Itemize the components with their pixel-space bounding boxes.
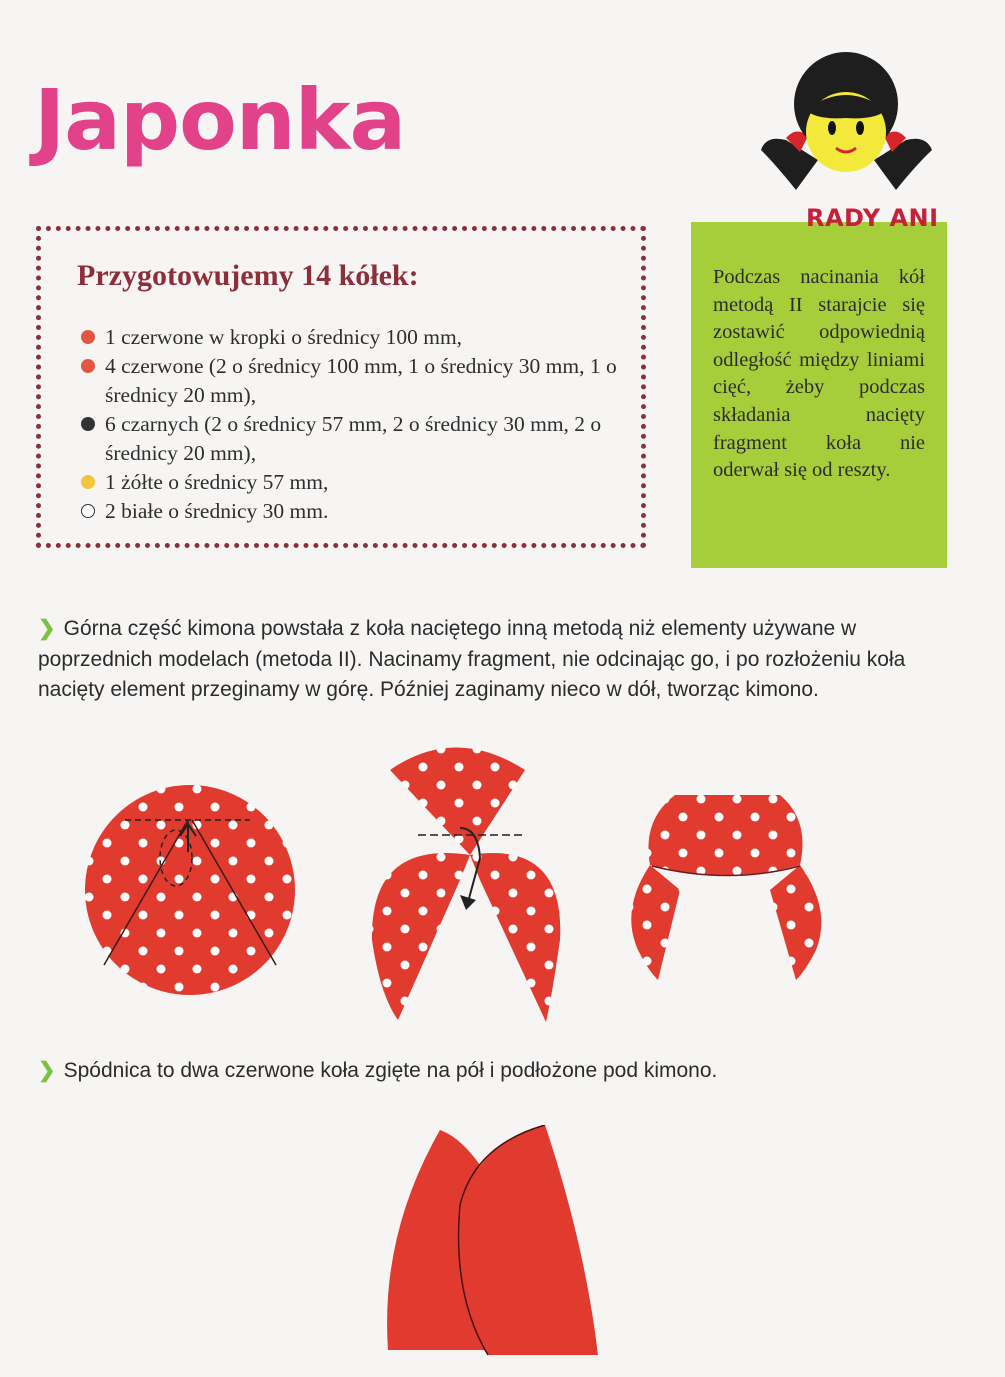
red-dot-icon [81,330,95,344]
materials-heading: Przygotowujemy 14 kółek: [77,259,419,292]
cut-circle-diagram [80,780,300,1000]
step-2 [38,1056,948,1087]
materials-box [36,226,646,548]
materials-list [79,323,649,526]
list-item: 4 czerwone (2 o średnicy 100 mm, 1 o średnicy 30 mm, 1 o średnicy 20 mm), [79,352,649,410]
list-item: 6 czarnych (2 o średnicy 57 mm, 2 o średnicy 30 mm, 2 o średnicy 20 mm), [79,410,649,468]
page-title: Japonka [34,71,406,169]
step-1-text: Górna część kimona powstała z koła naciętego inną metodą niż elementy używane w poprzednich modelach (metoda II). Nacinamy fragment, nie odcinając go, i po rozłożeniu koła nacięty element przeginamy w górę. Później zaginamy nieco w dół, tworząc kimono. [38,617,906,701]
tips-box [691,222,947,568]
tips-title: RADY ANI [806,204,939,232]
girl-face-illustration [756,40,936,190]
chevron-right-icon: ❯ [38,1059,56,1082]
chevron-right-icon: ❯ [38,617,56,640]
step-1 [38,614,948,706]
kimono-diagram [620,790,835,990]
step-2-text: Spódnica to dwa czerwone koła zgięte na pół i podłożone pod kimono. [63,1059,718,1082]
red-dot-icon [81,359,95,373]
list-item: 2 białe o średnicy 30 mm. [79,497,649,526]
skirt-diagram [370,1125,610,1360]
folded-circle-diagram [360,740,580,1025]
list-item: 1 czerwone w kropki o średnicy 100 mm, [79,323,649,352]
white-dot-icon [81,504,95,518]
list-item: 1 żółte o średnicy 57 mm, [79,468,649,497]
tips-text: Podczas nacinania kół metodą II starajcie się zostawić odpowiednią odległość między liniami cięć, żeby podczas składania nacięty fragment koła nie oderwał się od reszty. [713,266,925,482]
yellow-dot-icon [81,475,95,489]
black-dot-icon [81,417,95,431]
